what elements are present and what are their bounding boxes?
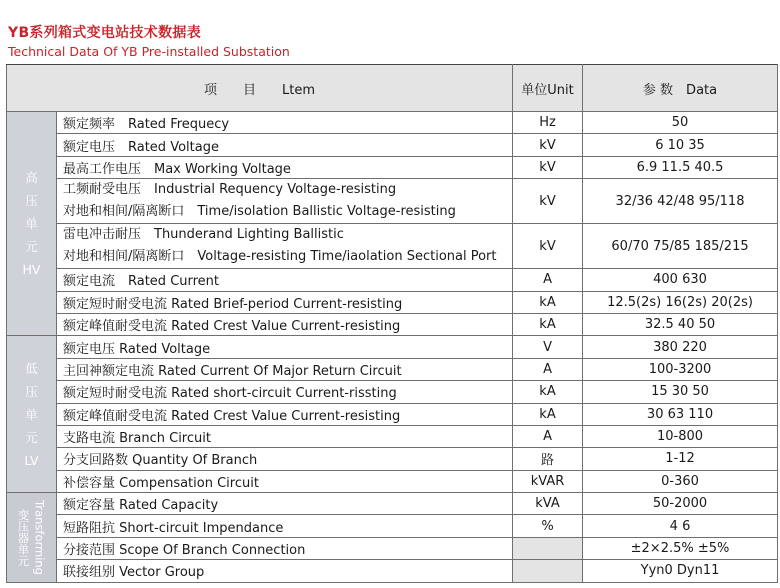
row-item: 分接范围 Scope Of Branch Connection: [57, 537, 513, 559]
table-row: [7, 470, 778, 492]
row-unit: kV: [513, 224, 583, 269]
row-item: 额定频率 Rated Frequecy: [57, 112, 513, 134]
row-value: 400 630: [583, 269, 778, 291]
row-item: 补偿容量 Compensation Circuit: [57, 470, 513, 492]
header-unit: 单位Unit: [513, 65, 583, 112]
section-transformer-label: [7, 493, 57, 583]
row-item: 额定峰值耐受电流 Rated Crest Value Current-resisting: [57, 403, 513, 425]
row-value: 100-3200: [583, 358, 778, 380]
row-unit: A: [513, 358, 583, 380]
row-value: 50: [583, 112, 778, 134]
row-value: 15 30 50: [583, 381, 778, 403]
row-item: 分支回路数 Quantity Of Branch: [57, 448, 513, 470]
table-row: [7, 156, 778, 178]
table-row: [7, 493, 778, 515]
row-value: 6.9 11.5 40.5: [583, 156, 778, 178]
section-hv-label: [7, 112, 57, 336]
row-value: 0-360: [583, 470, 778, 492]
row-unit: kV: [513, 156, 583, 178]
row-unit: kV: [513, 179, 583, 224]
row-value: 50-2000: [583, 493, 778, 515]
header-item: 项 目 Ltem: [7, 65, 513, 112]
section-lv-char: 低: [25, 360, 38, 376]
row-unit: kA: [513, 313, 583, 335]
row-item: 额定电压 Rated Voltage: [57, 134, 513, 156]
table-row: [7, 224, 778, 269]
section-lv-char: 元: [25, 429, 38, 445]
row-unit: A: [513, 425, 583, 447]
section-lv-label: [7, 336, 57, 493]
section-transformer-cn: 变压器单元: [16, 508, 31, 567]
table-row: [7, 134, 778, 156]
section-lv-char: 压: [25, 383, 38, 399]
table-row: [7, 537, 778, 559]
table-row: [7, 112, 778, 134]
row-value: 12.5(2s) 16(2s) 20(2s): [583, 291, 778, 313]
technical-data-table: [6, 64, 778, 583]
row-item-line1: 工频耐受电压 Industrial Requency Voltage-resisting: [63, 182, 397, 198]
table-row: [7, 336, 778, 358]
row-value: 32.5 40 50: [583, 313, 778, 335]
row-item: 支路电流 Branch Circuit: [57, 425, 513, 447]
row-item-line2: 对地和相间/隔离断口 Voltage-resisting Time/iaolation Sectional Port: [63, 249, 497, 265]
row-unit: %: [513, 515, 583, 537]
row-unit: kA: [513, 381, 583, 403]
table-row: [7, 425, 778, 447]
row-item: 额定峰值耐受电流 Rated Crest Value Current-resisting: [57, 313, 513, 335]
section-hv-char: 压: [25, 193, 38, 209]
table-header-row: [7, 65, 778, 112]
row-item-line1: 雷电冲击耐压 Thunderand Lighting Ballistic: [63, 227, 344, 243]
section-hv-char: 高: [25, 170, 38, 186]
row-item: 联接组别 Vector Group: [57, 560, 513, 582]
row-item: [57, 179, 513, 224]
row-unit: Hz: [513, 112, 583, 134]
row-item: 短路阻抗 Short-circuit Impendance: [57, 515, 513, 537]
row-unit: kVA: [513, 493, 583, 515]
table-row: [7, 560, 778, 582]
section-hv-code: HV: [22, 262, 41, 278]
table-row: [7, 515, 778, 537]
row-item: 额定短时耐受电流 Rated Brief-period Current-resisting: [57, 291, 513, 313]
row-item: 额定容量 Rated Capacity: [57, 493, 513, 515]
row-value: 60/70 75/85 185/215: [583, 224, 778, 269]
section-lv-char: 单: [25, 406, 38, 422]
row-value: 30 63 110: [583, 403, 778, 425]
row-unit: kVAR: [513, 470, 583, 492]
row-item: 主回神额定电流 Rated Current Of Major Return Circuit: [57, 358, 513, 380]
row-value: 1-12: [583, 448, 778, 470]
row-item: [57, 224, 513, 269]
row-value: ±2×2.5% ±5%: [583, 537, 778, 559]
table-row: [7, 403, 778, 425]
table-row: [7, 313, 778, 335]
row-item-line2: 对地和相间/隔离断口 Time/isolation Ballistic Voltage-resisting: [63, 204, 456, 220]
table-row: [7, 179, 778, 224]
row-unit: [513, 537, 583, 559]
row-value: 10-800: [583, 425, 778, 447]
row-unit: [513, 560, 583, 582]
row-item: 额定电流 Rated Current: [57, 269, 513, 291]
section-lv-code: LV: [24, 452, 39, 468]
table-row: [7, 269, 778, 291]
row-value: 6 10 35: [583, 134, 778, 156]
row-value: 380 220: [583, 336, 778, 358]
table-title-en: Technical Data Of YB Pre-installed Substation: [8, 44, 290, 59]
section-hv-char: 元: [25, 239, 38, 255]
section-transformer-en: Transforming: [32, 499, 47, 575]
row-unit: kA: [513, 291, 583, 313]
row-value: 32/36 42/48 95/118: [583, 179, 778, 224]
row-unit: V: [513, 336, 583, 358]
header-data: 参 数 Data: [583, 65, 778, 112]
row-item: 额定短时耐受电流 Rated short-circuit Current-rissting: [57, 381, 513, 403]
row-unit: kV: [513, 134, 583, 156]
row-value: Yyn0 Dyn11: [583, 560, 778, 582]
row-value: 4 6: [583, 515, 778, 537]
row-unit: 路: [513, 448, 583, 470]
row-unit: kA: [513, 403, 583, 425]
section-hv-char: 单: [25, 216, 38, 232]
row-unit: A: [513, 269, 583, 291]
row-item: 最高工作电压 Max Working Voltage: [57, 156, 513, 178]
table-row: [7, 291, 778, 313]
table-row: [7, 358, 778, 380]
table-title-cn: YB系列箱式变电站技术数据表: [8, 25, 202, 41]
row-item: 额定电压 Rated Voltage: [57, 336, 513, 358]
table-row: [7, 381, 778, 403]
table-row: [7, 448, 778, 470]
